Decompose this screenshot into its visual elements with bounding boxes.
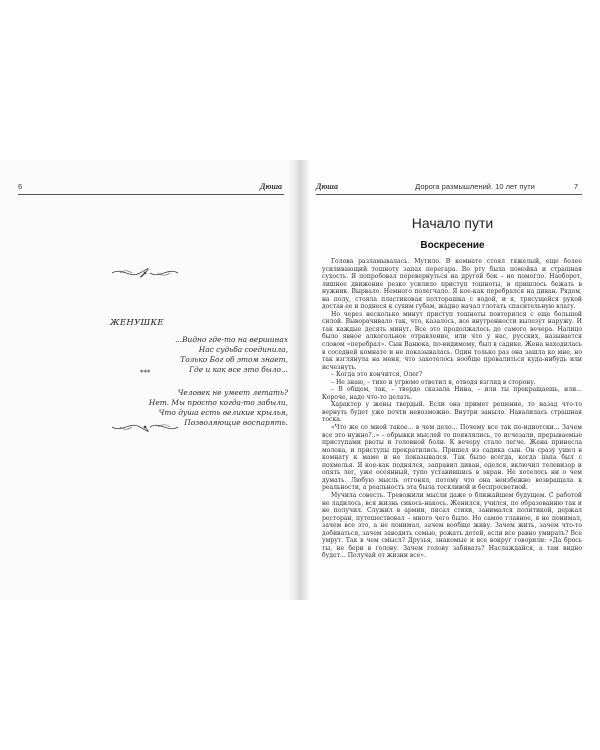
- poem-line: Что душа есть великие крылья,: [158, 408, 288, 417]
- poem-stanza-1: [108, 335, 288, 375]
- paragraph: – Когда это кончится, Олег?: [331, 371, 423, 379]
- paragraph: Но через несколько минут приступ тошноты повторился с еще большей силой. Выворачивало так, что, казалось, все внутренности вылезут наружу. И так каждые десять минут. Все это продолжалось до самого вечера. Налицо было явное алкогольное отравление, или что у нас, русских, называется словом «перебрал». Сын Ванюка, по-видимому, был в садике. Жена находилась в соседней комнате и не показывалась. Один только раз она зашла ко мне, но так взглянула на меня, что захотелось вообще провалиться куда-нибудь или исчезнуть.: [322, 310, 582, 371]
- poem-separator: ***: [140, 369, 151, 377]
- left-page: [0, 160, 300, 600]
- paragraph: Мучила совесть. Тревожили мысли даже о ближайшем будущем. С работой не ладилось, вся жизнь сикось-накось. Женился, учился, по образованию так и не получил. Служил в армии, писал стихи, занимался политикой, держал ресторан, путешествовал – много чего было. Но самое главное, я не понимал, зачем все это, а не понимал, зачем вообще живу. Зачем жить, зачем что-то добиваться, зачем заводить семью, рожать детей, если все равно умирать? Все умрут. Так в чем смысл? Друзья, знакомые и все вокруг говорили: «Да брось ты, не бери в голову. Зачем голову забивать? Наслаждайся, а там видно будет... Получай от жизни все».: [322, 491, 582, 560]
- ornament-flourish-icon: [110, 266, 180, 280]
- paragraph: Голова разламывалась. Мутило. В комнате стоял тяжелый, еще более усиливающий тошноту запах перегара. Во рту была помойка и страшная сухость. Я попробовал перевернуться на другой бок – не помогло. Наоборот, лишнее движение резко усилило приступ тошноты, и пришлось бежать в нужник. Вырвало. Немного полегчало. Я кое-как перебрался на диван. Рядом, на полу, стояла пластиковая полторашка с водой, и я, трясущейся рукой достав ее и поднеся к сухим губам, жадно начал глотать спасительную влагу.: [322, 258, 582, 311]
- right-header-rule: [316, 194, 582, 195]
- poem-line: ...Видно где-то на вершинах: [175, 335, 288, 344]
- body-text: [322, 258, 582, 598]
- book-spread: [0, 160, 600, 600]
- poem-line: Позволяющие воспарять.: [184, 418, 288, 427]
- section-title: Воскресение: [420, 240, 485, 251]
- book-gutter-shadow: [288, 160, 310, 600]
- poem-line: Нет. Мы просто когда-то забыли,: [148, 398, 288, 407]
- poem-line: Где и как все это было...: [189, 365, 288, 374]
- right-running-head: Дюша: [316, 182, 338, 191]
- dedication-title: ЖЕНУШКЕ: [110, 318, 164, 328]
- ornament-flourish-icon: [110, 420, 180, 434]
- paragraph: Характер у жены твердый. Если она примет решение, то назад что-то вернуть будет уже почти невозможно. Внутри заныло. Навалилась страшная тоска.: [322, 401, 582, 424]
- chapter-title: Начало пути: [411, 215, 494, 231]
- right-page: [300, 160, 600, 600]
- left-running-head: Дюша: [260, 182, 282, 191]
- poem-line: Человек не умеет летать?: [177, 388, 288, 397]
- left-page-number: 6: [18, 182, 23, 191]
- left-header-rule: [18, 194, 284, 195]
- right-running-title: Дорога размышлений. 10 лет пути: [415, 182, 535, 191]
- right-page-number: 7: [573, 182, 578, 191]
- poem-line: Нас судьба соединила,: [198, 345, 288, 354]
- paragraph: «Что же со мной такое... в чем дело... Почему все так по-идиотски... Зачем все это нужно?..» – обрывки мыслей то появлялись, то исчезали, прерываемые приступами рвоты и головной боли. К вечеру стало легче. Жена принесла молока, и приступы прекратились. Пришел из садика сын. Он сразу ушел в комнату к маме и не показывался. Так было всегда, когда папа был с похмелья. Я кое-как поднялся, заправил диван, оделся, включил телевизор и опять лег, уже осеянный, тупо уставившись в экран. Не хотелось ни о чем думать. Любую мысль отгонял, потому что она неизбежно возвращала к реальности, а реальность эта была тоскливой и беспросветной.: [322, 424, 582, 492]
- poem-line: Только Бог об этом знает,: [180, 355, 288, 364]
- paragraph: – В общем, так, – твердо сказала Нина, – или ты прекращаешь, или... Короче, надо что-то делать.: [322, 386, 582, 401]
- paragraph: – Не знаю, – тихо и угрюмо ответил я, отводя взгляд в сторону.: [331, 378, 536, 386]
